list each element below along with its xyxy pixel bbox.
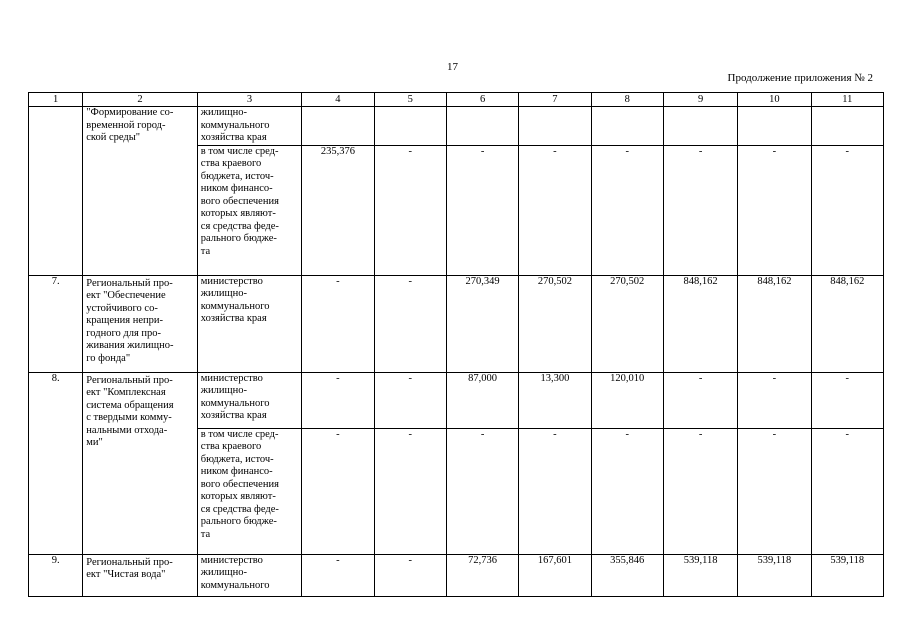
- value-cell: -: [374, 145, 446, 275]
- value-cell: 87,000: [446, 372, 518, 428]
- column-number-row: [29, 93, 884, 107]
- value-cell: 270,502: [591, 275, 663, 372]
- value-cell: 72,736: [446, 554, 518, 596]
- value-cell: -: [811, 372, 883, 428]
- value-cell: -: [663, 145, 737, 275]
- value-cell: 167,601: [519, 554, 591, 596]
- value-cell: -: [374, 372, 446, 428]
- value-cell: -: [446, 145, 518, 275]
- project-name: "Формирование со- временной город- ской среды": [83, 107, 198, 276]
- value-cell: 539,118: [811, 554, 883, 596]
- value-cell: -: [811, 428, 883, 554]
- executor-cell: министерство жилищно- коммунального: [197, 554, 301, 596]
- value-cell: [302, 107, 374, 146]
- project-name: Региональный про- ект "Комплексная система обращения с твердыми комму- нальными отхода- ми": [83, 372, 198, 554]
- value-cell: 539,118: [738, 554, 811, 596]
- value-cell: 270,349: [446, 275, 518, 372]
- value-cell: -: [738, 428, 811, 554]
- value-cell: [446, 107, 518, 146]
- column-header: 6: [446, 93, 518, 107]
- value-cell: 120,010: [591, 372, 663, 428]
- value-cell: -: [591, 145, 663, 275]
- column-header: 9: [663, 93, 737, 107]
- budget-table: [28, 92, 884, 597]
- column-header: 3: [197, 93, 301, 107]
- value-cell: 270,502: [519, 275, 591, 372]
- table-row: [29, 554, 884, 596]
- value-cell: 848,162: [738, 275, 811, 372]
- value-cell: -: [663, 372, 737, 428]
- column-header: 10: [738, 93, 811, 107]
- value-cell: -: [663, 428, 737, 554]
- value-cell: -: [519, 145, 591, 275]
- executor-cell: министерство жилищно- коммунального хозяйства края: [197, 275, 301, 372]
- value-cell: 539,118: [663, 554, 737, 596]
- value-cell: [519, 107, 591, 146]
- column-header: 11: [811, 93, 883, 107]
- row-number: 7.: [29, 275, 83, 372]
- executor-cell: министерство жилищно- коммунального хозяйства края: [197, 372, 301, 428]
- value-cell: -: [374, 275, 446, 372]
- value-cell: -: [738, 145, 811, 275]
- row-number: 9.: [29, 554, 83, 596]
- row-number: 8.: [29, 372, 83, 554]
- table-row: [29, 107, 884, 146]
- value-cell: 355,846: [591, 554, 663, 596]
- executor-cell: в том числе сред- ства краевого бюджета, источ- ником финансо- вого обеспечения которых являют- ся средства феде- рального бюдже- та: [197, 428, 301, 554]
- value-cell: 848,162: [811, 275, 883, 372]
- value-cell: -: [302, 372, 374, 428]
- appendix-note: Продолжение приложения № 2: [727, 72, 873, 84]
- value-cell: [811, 107, 883, 146]
- executor-cell: в том числе сред- ства краевого бюджета, источ- ником финансо- вого обеспечения которых являют- ся средства феде- рального бюдже- та: [197, 145, 301, 275]
- column-header: 5: [374, 93, 446, 107]
- value-cell: 235,376: [302, 145, 374, 275]
- value-cell: -: [446, 428, 518, 554]
- project-name: Региональный про- ект "Чистая вода": [83, 554, 198, 596]
- value-cell: -: [302, 554, 374, 596]
- value-cell: -: [591, 428, 663, 554]
- project-name: Региональный про- ект "Обеспечение устойчивого со- кращения непри- годного для про- живания жилищно- го фонда": [83, 275, 198, 372]
- page-number: 17: [447, 61, 458, 73]
- value-cell: -: [738, 372, 811, 428]
- value-cell: [663, 107, 737, 146]
- row-number: [29, 107, 83, 276]
- value-cell: -: [519, 428, 591, 554]
- value-cell: -: [302, 275, 374, 372]
- executor-cell: жилищно- коммунального хозяйства края: [197, 107, 301, 146]
- value-cell: -: [374, 428, 446, 554]
- value-cell: 13,300: [519, 372, 591, 428]
- table-row: [29, 372, 884, 428]
- column-header: 4: [302, 93, 374, 107]
- column-header: 8: [591, 93, 663, 107]
- value-cell: -: [302, 428, 374, 554]
- value-cell: [374, 107, 446, 146]
- column-header: 1: [29, 93, 83, 107]
- value-cell: 848,162: [663, 275, 737, 372]
- value-cell: -: [811, 145, 883, 275]
- column-header: 7: [519, 93, 591, 107]
- value-cell: -: [374, 554, 446, 596]
- value-cell: [738, 107, 811, 146]
- column-header: 2: [83, 93, 198, 107]
- table-row: [29, 275, 884, 372]
- value-cell: [591, 107, 663, 146]
